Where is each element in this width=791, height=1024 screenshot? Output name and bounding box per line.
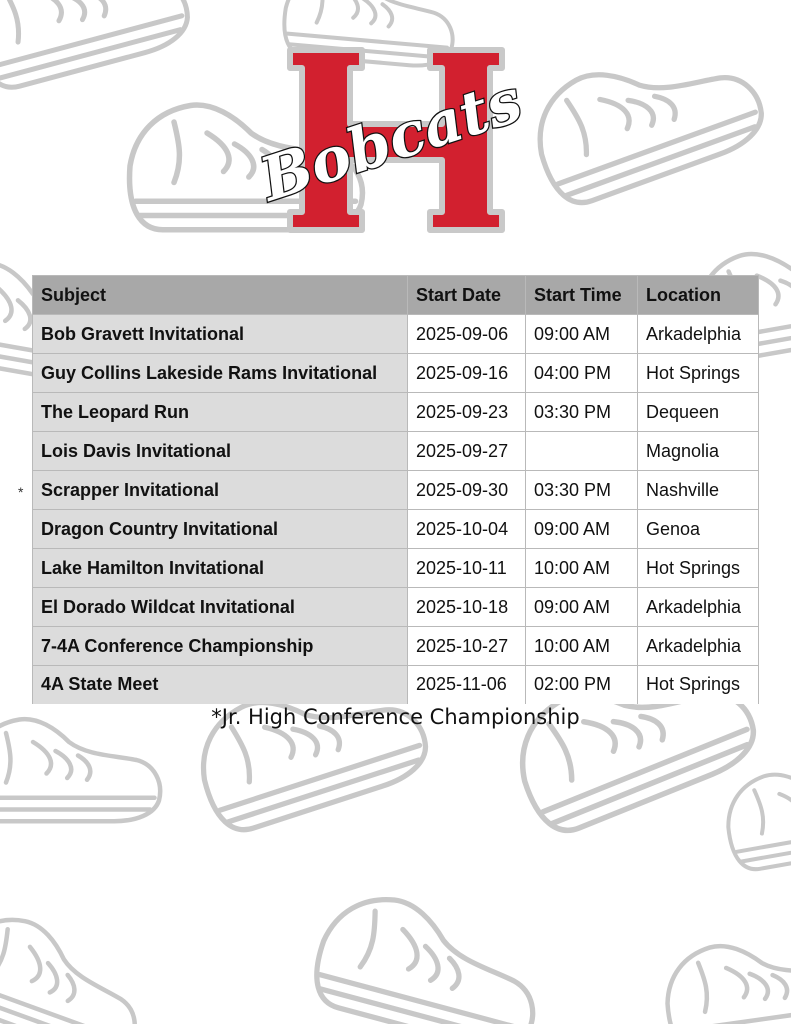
cell-location: Arkadelphia	[638, 315, 759, 354]
cell-location: Dequeen	[638, 393, 759, 432]
cell-start-date: 2025-09-23	[408, 393, 526, 432]
cell-subject: Scrapper Invitational	[33, 471, 408, 510]
cell-location: Magnolia	[638, 432, 759, 471]
table-row	[33, 510, 759, 549]
row-asterisk-marker: *	[18, 484, 24, 500]
cell-subject: 4A State Meet	[33, 666, 408, 705]
cell-subject: 7-4A Conference Championship	[33, 627, 408, 666]
cell-start-date: 2025-10-11	[408, 549, 526, 588]
cell-location: Genoa	[638, 510, 759, 549]
cell-subject: Bob Gravett Invitational	[33, 315, 408, 354]
logo-script-text: Bobcats	[252, 65, 531, 216]
cell-start-time: 10:00 AM	[526, 549, 638, 588]
header-location: Location	[638, 276, 759, 315]
header-start-time: Start Time	[526, 276, 638, 315]
cell-start-time: 04:00 PM	[526, 354, 638, 393]
cell-start-date: 2025-10-27	[408, 627, 526, 666]
footnote: *Jr. High Conference Championship	[211, 705, 580, 729]
bobcats-logo	[250, 42, 540, 238]
cell-location: Nashville	[638, 471, 759, 510]
header-subject: Subject	[33, 276, 408, 315]
cell-location: Hot Springs	[638, 549, 759, 588]
table-row	[33, 666, 759, 705]
cell-subject: Lois Davis Invitational	[33, 432, 408, 471]
table-row	[33, 315, 759, 354]
cell-start-date: 2025-10-18	[408, 588, 526, 627]
header-start-date: Start Date	[408, 276, 526, 315]
cell-start-date: 2025-11-06	[408, 666, 526, 705]
cell-location: Hot Springs	[638, 354, 759, 393]
cell-start-time: 03:30 PM	[526, 471, 638, 510]
schedule-table	[32, 275, 759, 704]
cell-location: Arkadelphia	[638, 588, 759, 627]
cell-start-time: 09:00 AM	[526, 588, 638, 627]
cell-subject: The Leopard Run	[33, 393, 408, 432]
cell-start-time: 02:00 PM	[526, 666, 638, 705]
cell-start-time: 10:00 AM	[526, 627, 638, 666]
table-row	[33, 627, 759, 666]
cell-start-time: 09:00 AM	[526, 315, 638, 354]
cell-start-time: 09:00 AM	[526, 510, 638, 549]
table-row	[33, 549, 759, 588]
table-row	[33, 588, 759, 627]
cell-location: Arkadelphia	[638, 627, 759, 666]
cell-start-date: 2025-09-30	[408, 471, 526, 510]
cell-start-time	[526, 432, 638, 471]
cell-start-date: 2025-09-16	[408, 354, 526, 393]
table-row	[33, 432, 759, 471]
cell-start-date: 2025-09-06	[408, 315, 526, 354]
cell-subject: Lake Hamilton Invitational	[33, 549, 408, 588]
cell-location: Hot Springs	[638, 666, 759, 705]
cell-subject: Dragon Country Invitational	[33, 510, 408, 549]
cell-subject: Guy Collins Lakeside Rams Invitational	[33, 354, 408, 393]
table-row	[33, 393, 759, 432]
table-row	[33, 471, 759, 510]
table-row	[33, 354, 759, 393]
cell-start-time: 03:30 PM	[526, 393, 638, 432]
cell-start-date: 2025-09-27	[408, 432, 526, 471]
cell-subject: El Dorado Wildcat Invitational	[33, 588, 408, 627]
cell-start-date: 2025-10-04	[408, 510, 526, 549]
table-header-row	[33, 276, 759, 315]
